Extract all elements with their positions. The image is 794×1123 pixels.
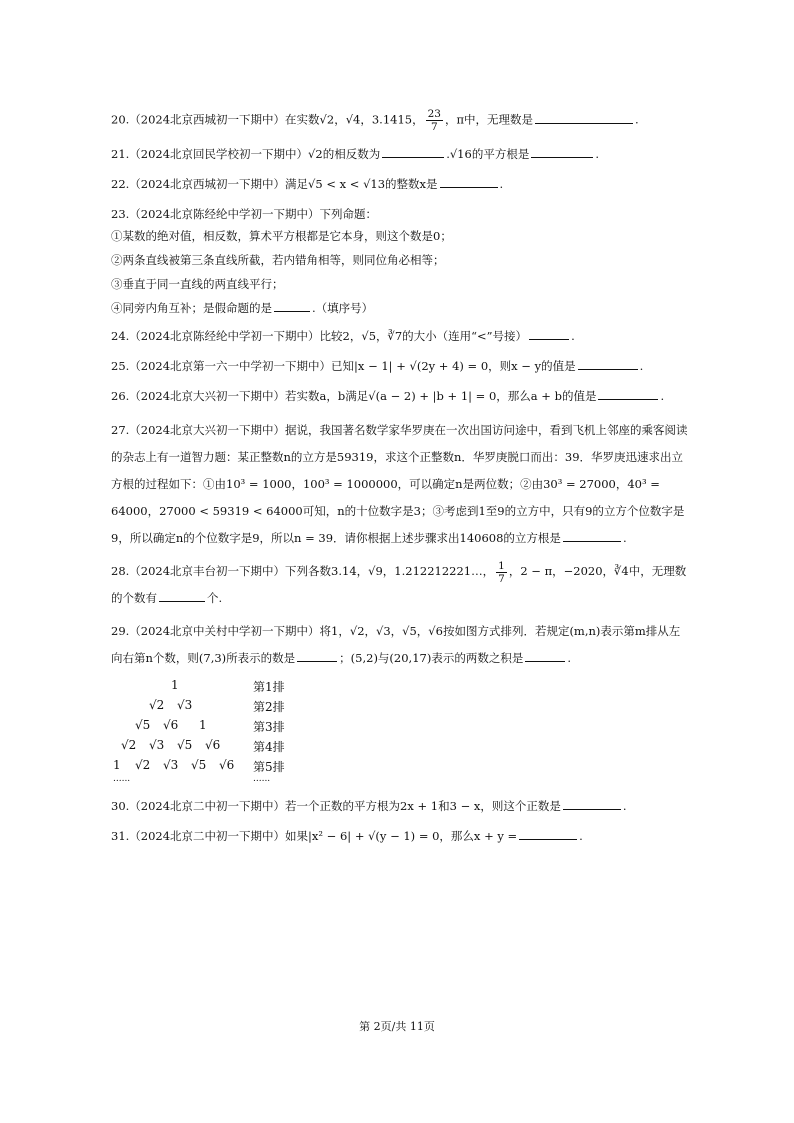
answer-blank-26[interactable] [598,387,658,400]
answer-blank-20[interactable] [535,111,633,124]
answer-blank-30[interactable] [563,797,621,810]
question-20-text: 20.（2024北京西城初一下期中）在实数√2，√4，3.1415， [111,112,424,127]
triangle-cell: √6 [205,738,221,752]
fraction-23-7 [426,108,443,133]
question-23-option-1: ①某数的绝对值，相反数，算术平方根都是它本身，则这个数是0； [111,229,452,243]
question-23-option-4-text: ④同旁内角互补；是假命题的是 [111,301,272,315]
question-27 [111,417,691,552]
triangle-row-label: 第3排 [253,720,285,734]
triangle-cell: √2 [121,738,137,752]
question-31-end: . [579,829,583,843]
page-footer: 第 2页/共 11页 [359,1020,435,1033]
triangle-row-label: 第5排 [253,760,285,774]
triangle-cell: √6 [163,718,179,732]
answer-blank-31[interactable] [519,827,577,840]
question-31-text: 31.（2024北京二中初一下期中）如果|x² − 6| + √(y − 1) = 0，那么x + y = [111,829,518,843]
question-24-text: 24.（2024北京陈经纶中学初一下期中）比较2，√5，∛7的大小（连用“<”号接） [111,329,528,343]
triangle-ellipsis: ...... [113,774,131,784]
question-23-option-2: ②两条直线被第三条直线所截，若内错角相等，则同位角必相等； [111,253,445,267]
triangle-cell: √5 [135,718,151,732]
question-25-text: 25.（2024北京第一六一中学初一下期中）已知|x − 1| + √(2y + 4) = 0，则x − y的值是 [111,359,576,373]
triangle-ellipsis-row [111,774,411,792]
question-23-option-4 [111,299,691,317]
question-22-end: . [499,177,504,191]
question-29-text-cont: ；(5,2)与(20,17)表示的两数之积是 [339,651,524,665]
triangle-cell: 1 [113,758,121,772]
triangle-row-1 [111,678,411,696]
question-30 [111,797,691,815]
question-28-text-cont: ，2 − π，−2020，∛4中，无理数的个数有 [111,564,687,605]
answer-blank-25[interactable] [578,357,638,370]
triangle-cell: 1 [199,718,207,732]
question-23-option-3: ③垂直于同一直线的两直线平行； [111,277,284,291]
question-21-end: . [595,147,599,161]
question-26 [111,387,691,405]
question-29-end: . [567,651,571,665]
fraction-denominator: 7 [498,572,505,585]
question-22-text: 22.（2024北京西城初一下期中）满足√5 < x < √13的整数x是 [111,177,438,191]
question-30-text: 30.（2024北京二中初一下期中）若一个正数的平方根为2x + 1和3 − x，则这个正数是 [111,799,561,813]
answer-blank-27[interactable] [563,529,621,542]
fraction-numerator: 23 [427,108,441,120]
question-list [111,108,691,857]
question-27-text: 27.（2024北京大兴初一下期中）据说，我国著名数学家华罗庚在一次出国访问途中，看到飞机上邻座的乘客阅读的杂志上有一道智力题：某正整数n的立方是59319，求这个正整数n．华罗庚脱口而出：39．华罗庚迅速求出立方根的过程如下：①由10³ = 1000，100³ = 1000000，可以确定n是两位数；②由30³ = 27000，40³ = 64000，27000 < 59319 < 64000可知，n的十位数字是3；③考虑到1至9的立方中，只有9的立方个位数字是9，所以确定n的个位数字是9，所以n = 39．请你根据上述步骤求出140608的立方根是 [111,423,688,545]
question-23 [111,205,691,223]
triangle-cell: √3 [163,758,179,772]
number-triangle-figure [111,678,691,783]
answer-blank-21a[interactable] [382,145,444,158]
question-29 [111,618,691,672]
fraction-numerator: 1 [498,559,505,572]
question-31 [111,827,691,845]
answer-blank-24[interactable] [529,327,569,340]
answer-blank-21b[interactable] [531,145,593,158]
question-30-end: . [622,799,627,813]
fraction-denominator: 7 [430,121,438,133]
triangle-row-4 [111,738,411,756]
question-27-end: . [622,531,627,545]
fraction-1-7 [496,560,507,585]
answer-blank-29b[interactable] [525,649,565,662]
answer-blank-23[interactable] [274,299,310,312]
answer-blank-22[interactable] [440,175,498,188]
question-20-end: . [635,112,639,127]
answer-blank-28[interactable] [159,589,205,602]
triangle-row-label: 第1排 [253,680,285,694]
question-22 [111,175,691,193]
question-23-title: 23.（2024北京陈经纶中学初一下期中）下列命题： [111,207,378,221]
question-26-text: 26.（2024北京大兴初一下期中）若实数a，b满足√(a − 2) + |b + 1| = 0，那么a + b的值是 [111,389,597,403]
triangle-cell: 1 [171,678,179,692]
question-25-end: . [639,359,644,373]
question-24 [111,327,691,345]
triangle-row-3 [111,718,411,736]
triangle-row-2 [111,698,411,716]
question-28-text: 28.（2024北京丰台初一下期中）下列各数3.14，√9，1.212212221…， [111,564,495,578]
question-24-end: . [571,329,575,343]
question-26-end: . [660,389,665,403]
question-21-text: 21.（2024北京回民学校初一下期中）√2的相反数为 [111,147,381,161]
triangle-cell: √2 [135,758,151,772]
triangle-row-label: 第4排 [253,740,285,754]
triangle-cell: √2 [149,698,165,712]
question-20-text-cont: ，π中，无理数是 [444,112,534,127]
triangle-cell: √5 [191,758,207,772]
question-28-end: 个. [207,591,223,605]
triangle-row-label: 第2排 [253,700,285,714]
question-29-text: 29.（2024北京中关村中学初一下期中）将1，√2，√3，√5，√6按如图方式排列．若规定(m,n)表示第m排从左向右第n个数，则(7,3)所表示的数是 [111,624,681,665]
question-21-text-cont: .√16的平方根是 [446,147,530,161]
triangle-cell: √6 [219,758,235,772]
question-23-option-4-end: .（填序号） [312,301,374,315]
question-25 [111,357,691,375]
triangle-cell: √3 [177,698,193,712]
triangle-cell: √3 [149,738,165,752]
triangle-ellipsis: ...... [253,774,271,784]
question-20 [111,108,691,133]
question-28 [111,558,691,612]
answer-blank-29a[interactable] [297,649,337,662]
triangle-cell: √5 [177,738,193,752]
question-21 [111,145,691,163]
